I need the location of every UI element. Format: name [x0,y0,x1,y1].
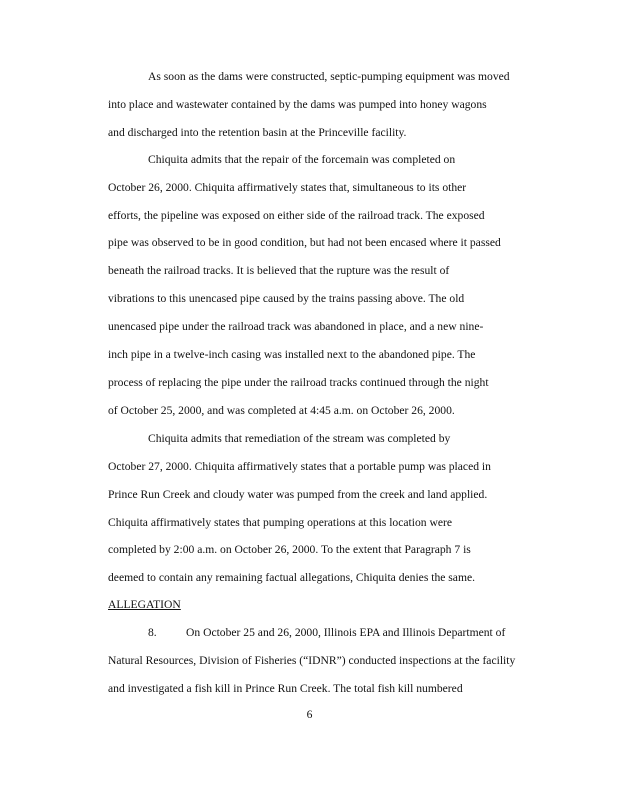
text-line: efforts, the pipeline was exposed on either side of the railroad track. The exposed [108,209,485,222]
text-line: inch pipe in a twelve-inch casing was installed next to the abandoned pipe. The [108,348,476,361]
text-line: October 27, 2000. Chiquita affirmatively states that a portable pump was placed in [108,460,491,473]
text-line: October 26, 2000. Chiquita affirmatively states that, simultaneous to its other [108,181,467,194]
text-line: of October 25, 2000, and was completed at 4:45 a.m. on October 26, 2000. [108,404,455,417]
text-line: Chiquita admits that the repair of the forcemain was completed on [148,153,456,166]
text-line: Chiquita affirmatively states that pumping operations at this location were [108,516,452,529]
text-line: Chiquita admits that remediation of the stream was completed by [148,432,451,445]
text-line: deemed to contain any remaining factual allegations, Chiquita denies the same. [108,571,476,584]
section-heading: ALLEGATION [108,598,181,611]
text-line: unencased pipe under the railroad track was abandoned in place, and a new nine- [108,320,484,333]
text-line: Natural Resources, Division of Fisheries (“IDNR”) conducted inspections at the facility [108,654,516,667]
text-line: pipe was observed to be in good condition, but had not been encased where it passed [108,236,501,249]
text-line: As soon as the dams were constructed, septic-pumping equipment was moved [148,70,510,83]
text-line: and investigated a fish kill in Prince Run Creek. The total fish kill numbered [108,682,463,695]
text-line: vibrations to this unencased pipe caused by the trains passing above. The old [108,292,465,305]
text-line: completed by 2:00 a.m. on October 26, 2000. To the extent that Paragraph 7 is [108,543,471,556]
paragraph-number: 8. [148,626,157,639]
text-line: into place and wastewater contained by the dams was pumped into honey wagons [108,98,487,111]
text-line: process of replacing the pipe under the railroad tracks continued through the night [108,376,489,389]
text-line: and discharged into the retention basin at the Princeville facility. [108,126,407,139]
page-number: 6 [306,708,313,721]
text-line: On October 25 and 26, 2000, Illinois EPA and Illinois Department of [186,626,506,639]
text-line: beneath the railroad tracks. It is believed that the rupture was the result of [108,264,450,277]
text-line: Prince Run Creek and cloudy water was pumped from the creek and land applied. [108,488,488,501]
